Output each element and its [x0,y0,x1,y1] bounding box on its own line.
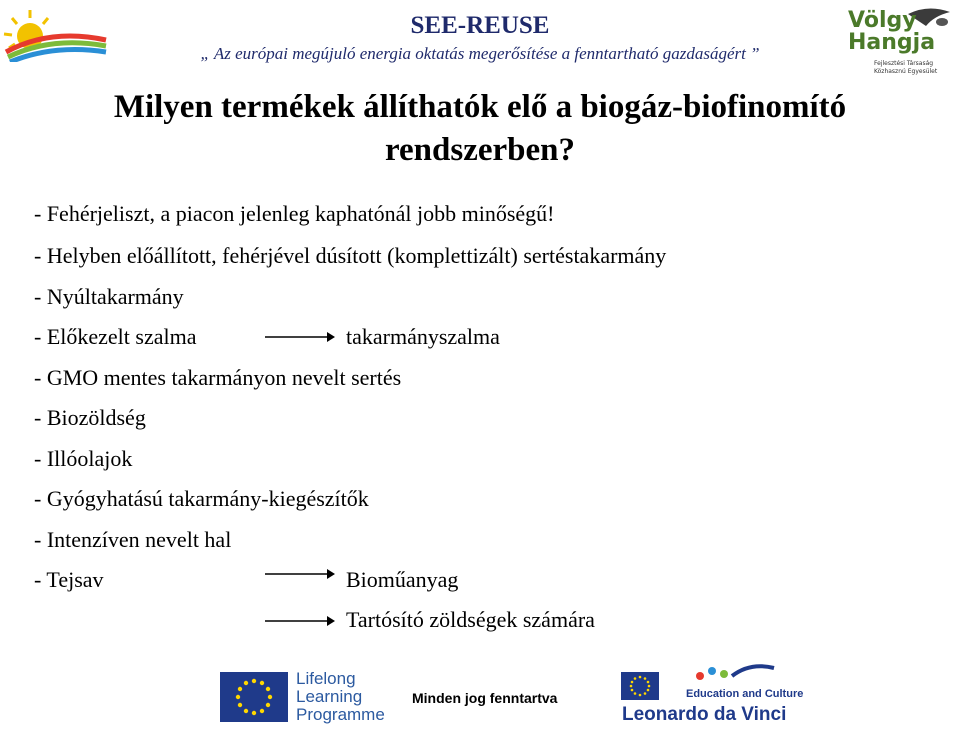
education-culture-icon [690,662,780,684]
header-subtitle: „ Az európai megújuló energia oktatás megerősítése a fenntartható gazdaságért ” [200,44,760,63]
logo-small-text-1: Fejlesztési Társaság [874,60,934,67]
lll-logo-text [296,670,385,724]
arrow-target: takarmányszalma [346,324,500,349]
list-item: - Helyben előállított, fehérjével dúsított (komplettizált) sertéstakarmány [34,243,667,268]
list-item: - Előkezelt szalma [34,324,197,349]
list-item: - Fehérjeliszt, a piacon jelenleg kaphatónál jobb minőségű! [34,201,555,226]
rights-text: Minden jog fenntartva [412,690,558,706]
list-item: - Biozöldség [34,405,146,430]
list-item: - Intenzíven nevelt hal [34,527,232,552]
eu-flag-icon [220,672,288,722]
list-item: - GMO mentes takarmányon nevelt sertés [34,365,402,390]
list-item: - Nyúltakarmány [34,284,184,309]
header-title: SEE-REUSE [410,12,550,39]
education-culture-text: Education and Culture [686,688,804,700]
arrow-target: Bioműanyag [346,567,459,592]
logo-small-text-2: Közhasznú Egyesület [874,68,938,75]
list-item: - Gyógyhatású takarmány-kiegészítők [34,486,369,511]
arrow-right-icon [265,331,335,343]
leonardo-da-vinci-text: Leonardo da Vinci [622,704,787,725]
lll-line-3: Programme [296,705,385,724]
list-item: - Illóolajok [34,446,133,471]
arrow-right-icon [265,615,335,627]
list-item: - Tejsav [34,567,104,592]
volgy-hangja-logo [838,4,954,82]
arrow-right-icon [265,568,335,580]
logo-text: Völgy Hangja [848,8,936,55]
slide-title: Milyen termékek állíthatók elő a biogáz-biofinomító rendszerben? [113,89,847,168]
arrow-target: Tartósító zöldségek számára [346,607,595,632]
lll-line-2: Learning [296,687,363,706]
eu-flag-icon [621,672,659,700]
lll-line-1: Lifelong [296,669,356,688]
